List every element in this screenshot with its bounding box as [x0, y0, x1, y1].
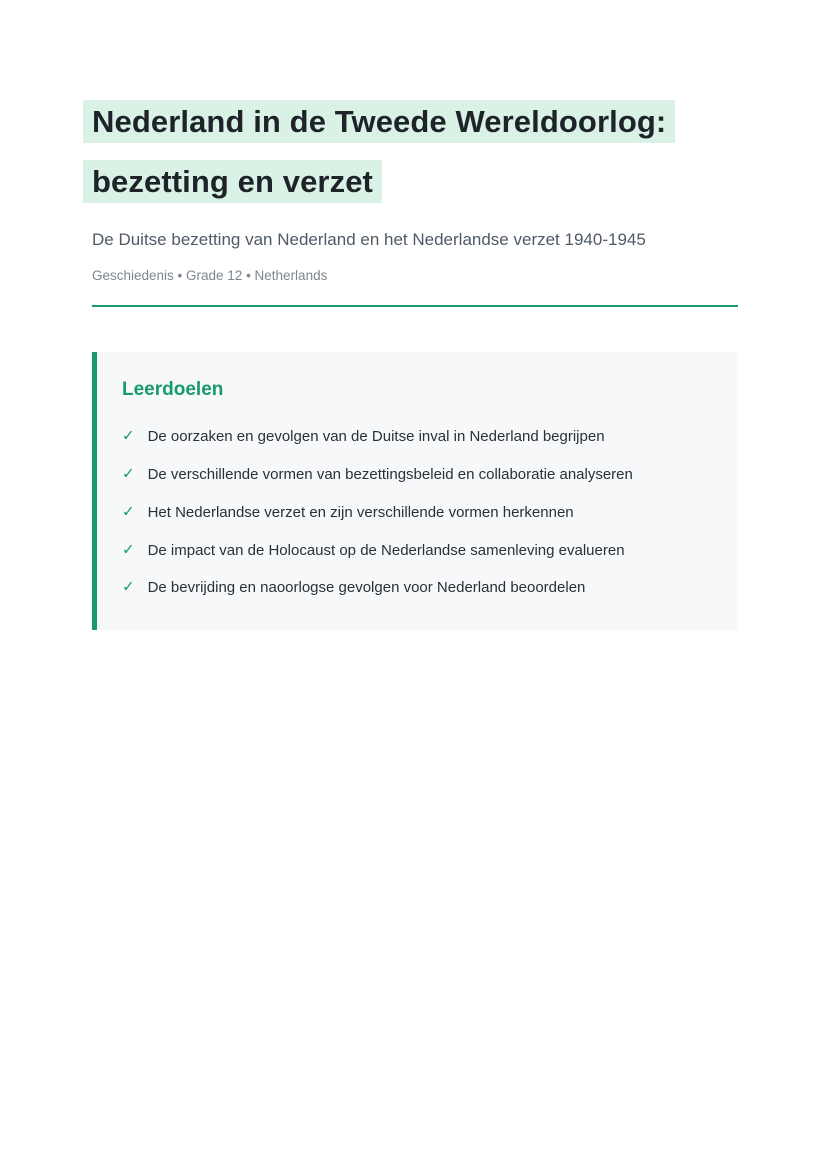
check-icon: ✓	[122, 541, 135, 559]
page-title-line-2: bezetting en verzet	[83, 160, 382, 203]
doc-meta: Geschiedenis • Grade 12 • Netherlands	[92, 267, 328, 283]
check-icon: ✓	[122, 427, 135, 445]
doc-header	[92, 100, 738, 307]
page-title	[92, 100, 738, 203]
objective-text: De bevrijding en naoorlogse gevolgen voor Nederland beoordelen	[147, 579, 586, 597]
objectives-list	[122, 428, 709, 598]
check-icon: ✓	[122, 578, 135, 596]
objectives-box	[92, 352, 737, 630]
worksheet-page	[92, 0, 738, 630]
divider-rule	[92, 305, 738, 308]
objective-text: De impact van de Holocaust op de Nederlandse samenleving evalueren	[147, 541, 625, 559]
list-item	[122, 466, 709, 485]
list-item	[122, 504, 709, 523]
objective-text: De oorzaken en gevolgen van de Duitse inval in Nederland begrijpen	[147, 428, 605, 446]
doc-subtitle: De Duitse bezetting van Nederland en het Nederlandse verzet 1940-1945	[92, 230, 646, 249]
objectives-heading: Leerdoelen	[122, 379, 224, 401]
check-icon: ✓	[122, 503, 135, 521]
list-item	[122, 542, 709, 561]
list-item	[122, 428, 709, 447]
list-item	[122, 579, 709, 598]
objective-text: De verschillende vormen van bezettingsbeleid en collaboratie analyseren	[147, 466, 633, 484]
page-title-line-1: Nederland in de Tweede Wereldoorlog:	[83, 100, 675, 143]
check-icon: ✓	[122, 465, 135, 483]
objective-text: Het Nederlandse verzet en zijn verschillende vormen herkennen	[147, 503, 574, 521]
